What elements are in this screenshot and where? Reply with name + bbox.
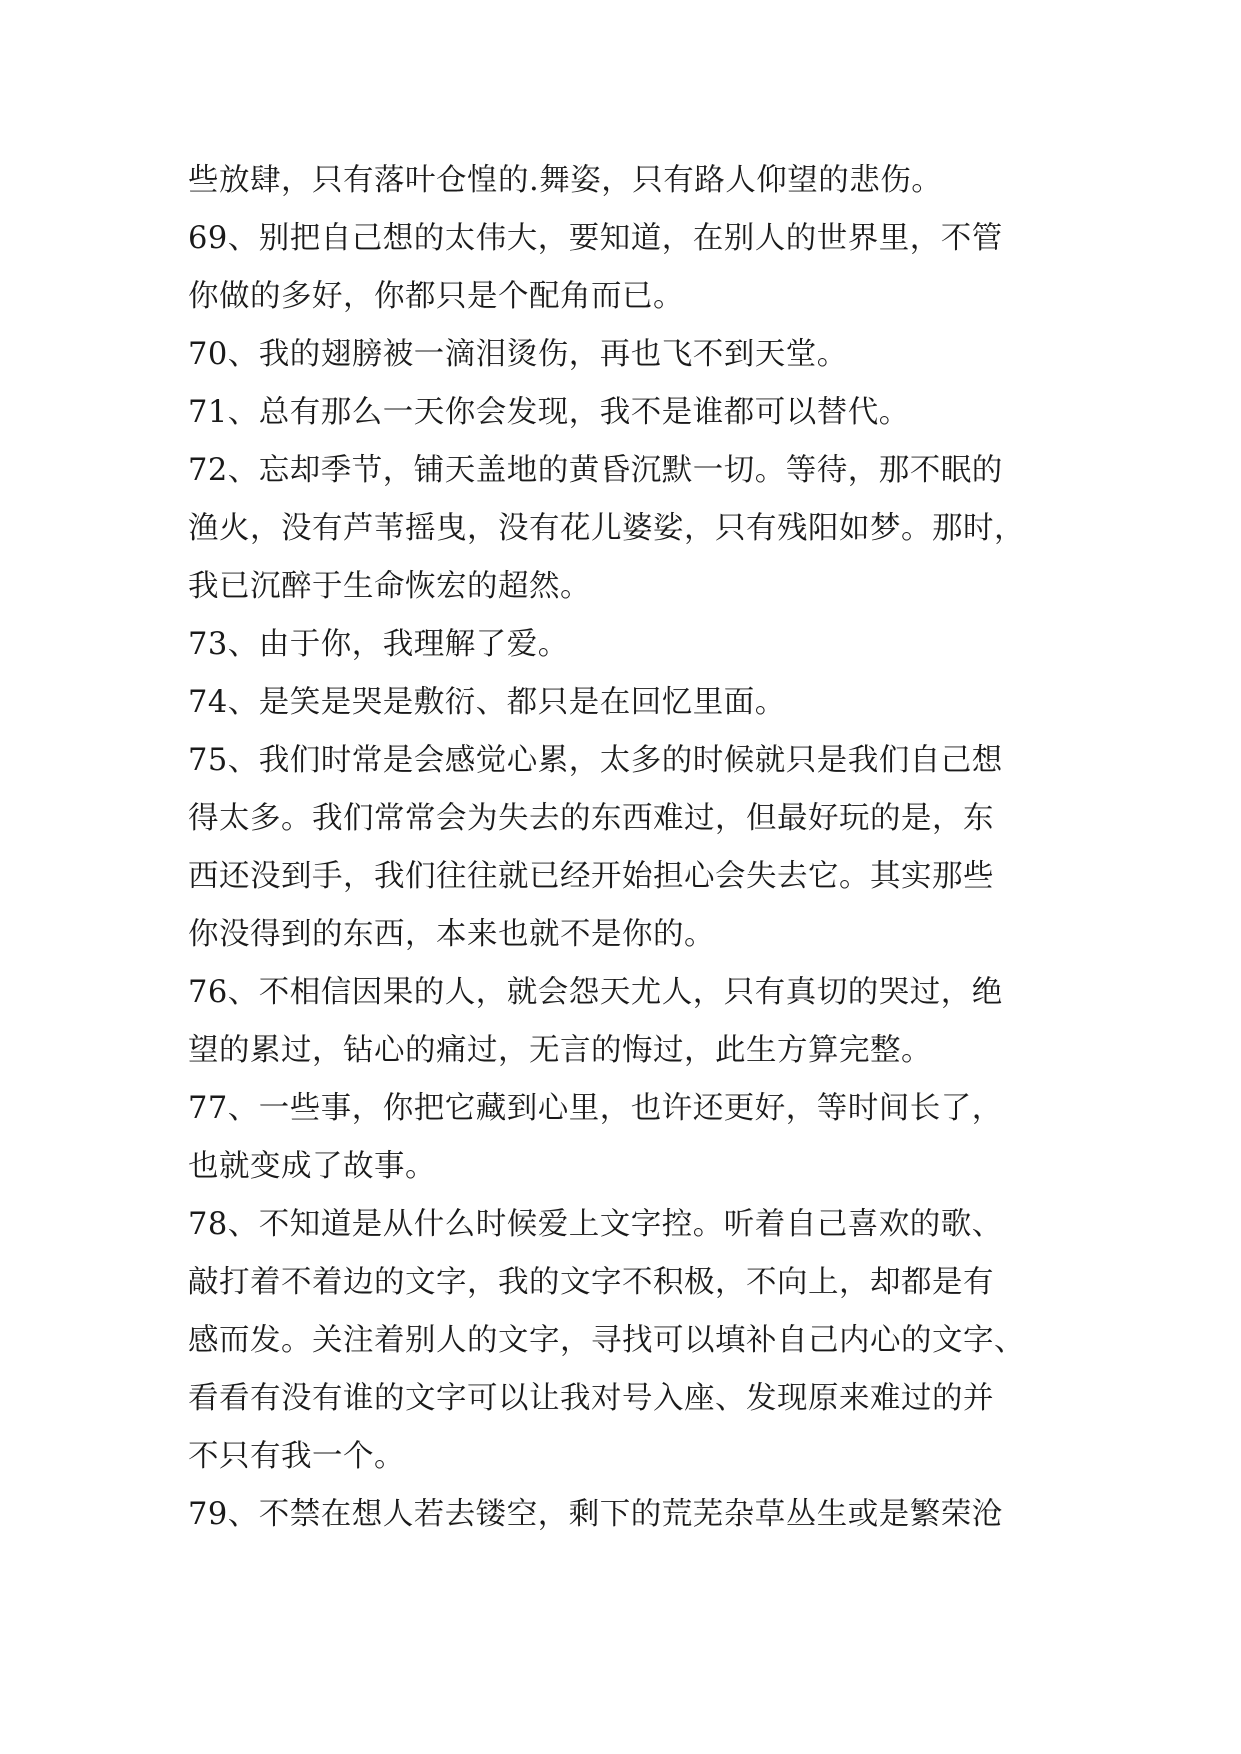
text-line: 你做的多好，你都只是个配角而已。 <box>188 279 684 314</box>
text-line: 79、不禁在想人若去镂空，剩下的荒芜杂草丛生或是繁荣沧 <box>188 1497 1003 1532</box>
text-line: 望的累过，钻心的痛过，无言的悔过，此生方算完整。 <box>188 1033 932 1068</box>
text-line: 敲打着不着边的文字，我的文字不积极，不向上，却都是有 <box>188 1265 994 1300</box>
text-line: 75、我们时常是会感觉心累，太多的时候就只是我们自己想 <box>188 743 1003 778</box>
text-line: 78、不知道是从什么时候爱上文字控。听着自己喜欢的歌、 <box>188 1207 1003 1242</box>
text-line: 也就变成了故事。 <box>188 1149 436 1184</box>
text-line: 看看有没有谁的文字可以让我对号入座、发现原来难过的并 <box>188 1381 994 1416</box>
text-line: 74、是笑是哭是敷衍、都只是在回忆里面。 <box>188 685 786 720</box>
text-line: 些放肆，只有落叶仓惶的.舞姿，只有路人仰望的悲伤。 <box>188 163 943 198</box>
text-line: 72、忘却季节，铺天盖地的黄昏沉默一切。等待，那不眠的 <box>188 453 1003 488</box>
text-line: 69、别把自己想的太伟大，要知道，在别人的世界里，不管 <box>188 221 1003 256</box>
text-line: 你没得到的东西，本来也就不是你的。 <box>188 917 715 952</box>
text-line: 渔火，没有芦苇摇曳，没有花儿婆娑，只有残阳如梦。那时， <box>188 511 1025 546</box>
text-line: 得太多。我们常常会为失去的东西难过，但最好玩的是，东 <box>188 801 994 836</box>
text-line: 71、总有那么一天你会发现，我不是谁都可以替代。 <box>188 395 910 430</box>
text-line: 70、我的翅膀被一滴泪烫伤，再也飞不到天堂。 <box>188 337 848 372</box>
text-line: 西还没到手，我们往往就已经开始担心会失去它。其实那些 <box>188 859 994 894</box>
text-line: 不只有我一个。 <box>188 1439 405 1474</box>
text-line: 77、一些事，你把它藏到心里，也许还更好，等时间长了， <box>188 1091 1003 1126</box>
text-line: 我已沉醉于生命恢宏的超然。 <box>188 569 591 604</box>
text-line: 感而发。关注着别人的文字，寻找可以填补自己内心的文字、 <box>188 1323 1025 1358</box>
document-body <box>188 152 1068 1544</box>
text-line: 73、由于你，我理解了爱。 <box>188 627 569 662</box>
text-line: 76、不相信因果的人，就会怨天尤人，只有真切的哭过，绝 <box>188 975 1003 1010</box>
